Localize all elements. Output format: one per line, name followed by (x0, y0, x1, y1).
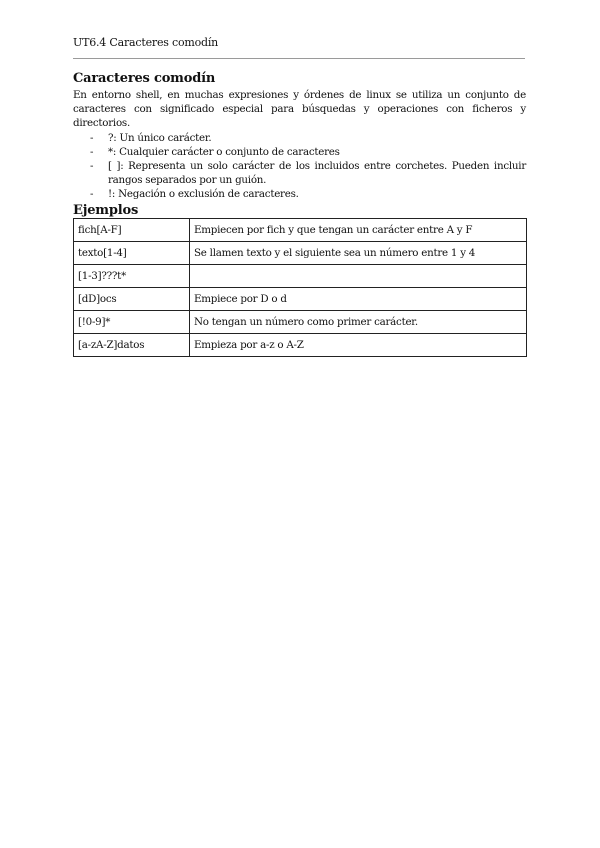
table-row (74, 265, 527, 288)
list-item (73, 159, 526, 187)
pattern-cell: [dD]ocs (74, 288, 190, 311)
table-row (74, 334, 527, 357)
wildcard-list (73, 131, 526, 201)
list-item-text: ?: Un único carácter. (108, 132, 212, 144)
table-row (74, 242, 527, 265)
list-item-text: [ ]: Representa un solo carácter de los incluidos entre corchetes. Pueden incluir rangos separados por un guión. (108, 160, 526, 186)
description-cell: Empieza por a-z o A-Z (190, 334, 527, 357)
list-item (73, 187, 526, 201)
examples-table (73, 218, 527, 357)
section-heading: Caracteres comodín (73, 71, 216, 86)
description-cell: Se llamen texto y el siguiente sea un número entre 1 y 4 (190, 242, 527, 265)
list-item (73, 145, 526, 159)
table-row (74, 311, 527, 334)
description-cell (190, 265, 527, 288)
description-cell: Empiecen por fich y que tengan un carácter entre A y F (190, 219, 527, 242)
pattern-cell: texto[1-4] (74, 242, 190, 265)
list-dash: - (90, 160, 94, 172)
pattern-cell: [!0-9]* (74, 311, 190, 334)
intro-paragraph: En entorno shell, en muchas expresiones y órdenes de linux se utiliza un conjunto de caracteres con significado especial para búsquedas y operaciones con ficheros y directorios. (73, 89, 526, 129)
examples-section (73, 203, 526, 357)
list-item (73, 131, 526, 145)
table-row (74, 219, 527, 242)
list-dash: - (90, 188, 94, 200)
pattern-cell: [1-3]???t* (74, 265, 190, 288)
page-header: UT6.4 Caracteres comodín (73, 36, 219, 49)
table-row (74, 288, 527, 311)
description-cell: Empiece por D o d (190, 288, 527, 311)
examples-heading: Ejemplos (73, 203, 139, 218)
list-dash: - (90, 146, 94, 158)
pattern-cell: fich[A-F] (74, 219, 190, 242)
list-dash: - (90, 132, 94, 144)
pattern-cell: [a-zA-Z]datos (74, 334, 190, 357)
header-divider (73, 58, 525, 59)
list-item-text: *: Cualquier carácter o conjunto de caracteres (108, 146, 340, 158)
description-cell: No tengan un número como primer carácter. (190, 311, 527, 334)
wildcards-section (73, 71, 526, 201)
list-item-text: !: Negación o exclusión de caracteres. (108, 188, 299, 200)
